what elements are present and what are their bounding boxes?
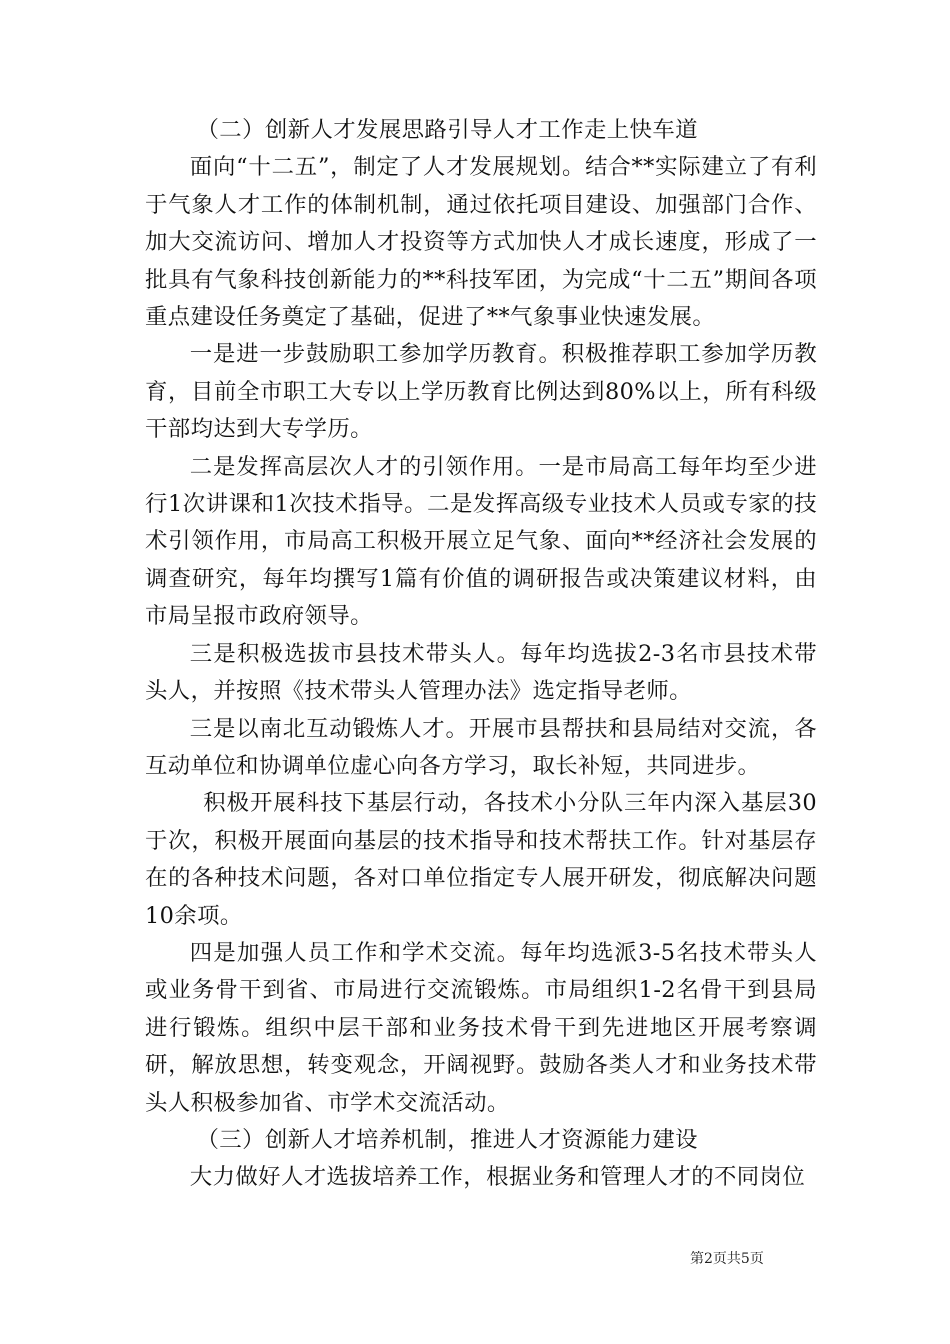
section-heading-2: （二）创新人才发展思路引导人才工作走上快车道 xyxy=(196,117,698,143)
section-heading-3: （三）创新人才培养机制，推进人才资源能力建设 xyxy=(196,1126,698,1153)
paragraph-education: 一是进一步鼓励职工参加学历教育。积极推荐职工参加学历教育，目前全市职工大专以上学历教育比例达到80%以上，所有科级干部均达到大专学历。 xyxy=(145,341,817,443)
paragraph-planning: 面向“十二五”，制定了人才发展规划。结合**实际建立了有利于气象人才工作的体制机制，通过依托项目建设、加强部门合作、加大交流访问、增加人才投资等方式加快人才成长速度，形成了一批具有气象科技创新能力的**科技军团，为完成“十二五”期间各项重点建设任务奠定了基础，促进了**气象事业快速发展。 xyxy=(145,154,817,331)
paragraph-selection: 大力做好人才选拔培养工作，根据业务和管理人才的不同岗位 xyxy=(189,1164,806,1191)
page-number: 第2页共5页 xyxy=(690,1251,764,1267)
paragraph-north-south: 三是以南北互动锻炼人才。开展市县帮扶和县局结对交流，各互动单位和协调单位虚心向各方学习，取长补短，共同进步。 xyxy=(145,715,817,779)
paragraph-high-level-talent: 二是发挥高层次人才的引领作用。一是市局高工每年均至少进行1次讲课和1次技术指导。二是发挥高级专业技术人员或专家的技术引领作用，市局高工积极开展立足气象、面向**经济社会发展的调查研究，每年均撰写1篇有价值的调研报告或决策建议材料，由市局呈报市政府领导。 xyxy=(145,453,817,630)
document-body xyxy=(145,112,817,1197)
paragraph-grassroots: 积极开展科技下基层行动，各技术小分队三年内深入基层30于次，积极开展面向基层的技术指导和技术帮扶工作。针对基层存在的各种技术问题，各对口单位指定专人展开研发，彻底解决问题10余项。 xyxy=(145,790,817,929)
paragraph-exchange: 四是加强人员工作和学术交流。每年均选派3-5名技术带头人或业务骨干到省、市局进行交流锻炼。市局组织1-2名骨干到县局进行锻炼。组织中层干部和业务技术骨干到先进地区开展考察调研，解放思想，转变观念，开阔视野。鼓励各类人才和业务技术带头人积极参加省、市学术交流活动。 xyxy=(145,939,817,1116)
paragraph-tech-leaders: 三是积极选拔市县技术带头人。每年均选拔2-3名市县技术带头人，并按照《技术带头人管理办法》选定指导老师。 xyxy=(145,640,817,705)
